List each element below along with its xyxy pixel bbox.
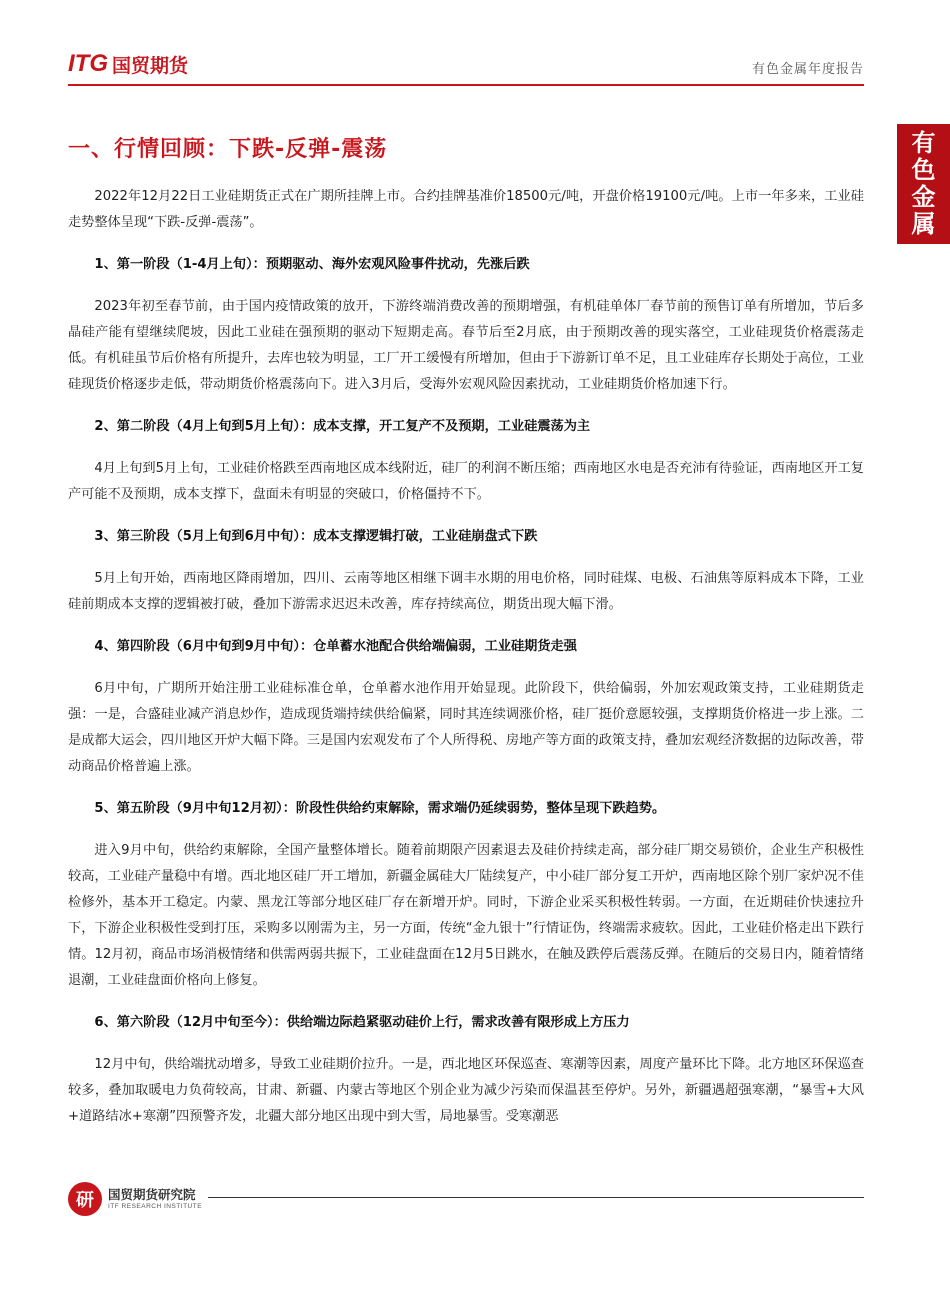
side-tab-char: 色 (911, 156, 936, 184)
stage-5-heading: 5、第五阶段（9月中旬12月初）：阶段性供给约束解除，需求端仍延续弱势，整体呈现下跌趋势。 (94, 801, 666, 816)
page-footer (68, 1182, 864, 1222)
stage-1-paragraph: 2023年初至春节前，由于国内疫情政策的放开，下游终端消费改善的预期增强，有机硅单体厂春节前的预售订单有所增加，节后多晶硅产能有望继续爬坡，因此工业硅在强预期的驱动下短期走高。春节后至2月底，由于预期改善的现实落空，工业硅现货价格震荡走低。有机硅虽节后价格有所提升，去库也较为明显，工厂开工缓慢有所增加，但由于下游新订单不足，且工业硅库存长期处于高位，工业硅现货价格逐步走低，带动期货价格震荡向下。进入3月后，受海外宏观风险因素扰动，工业硅期货价格加速下行。 (68, 299, 864, 392)
logo-itg-text: ITG (68, 50, 108, 77)
stage-5-paragraph: 进入9月中旬，供给约束解除，全国产量整体增长。随着前期限产因素退去及硅价持续走高，部分硅厂期交易锁价，企业生产积极性较高，工业硅产量稳中有增。西北地区硅厂开工增加，新疆金属硅大厂陆续复产，中小硅厂部分复工开炉，西南地区除个别厂家炉况不佳检修外，基本开工稳定。内蒙、黑龙江等部分地区硅厂存在新增开炉。同时，下游企业采买积极性转弱。一方面，在近期硅价快速拉升下，下游企业积极性受到打压，采购多以刚需为主，另一方面，传统“金九银十”行情证伪，终端需求疲软。因此，工业硅价格走出下跌行情。12月初，商品市场消极情绪和供需两弱共振下，工业硅盘面在12月5日跳水，在触及跌停后震荡反弹。在随后的交易日内，随着情绪退潮，工业硅盘面价格向上修复。 (68, 843, 864, 988)
stage-2-paragraph: 4月上旬到5月上旬，工业硅价格跌至西南地区成本线附近，硅厂的利润不断压缩；西南地区水电是否充沛有待验证，西南地区开工复产可能不及预期，成本支撑下，盘面未有明显的突破口，价格僵持不下。 (68, 461, 864, 502)
logo-company-name: 国贸期货 (112, 54, 189, 77)
page-header (68, 48, 864, 88)
section-title: 一、行情回顾：下跌-反弹-震荡 (68, 137, 388, 162)
stage-4-paragraph: 6月中旬，广期所开始注册工业硅标准仓单，仓单蓄水池作用开始显现。此阶段下，供给偏弱，外加宏观政策支持，工业硅期货走强：一是，合盛硅业减产消息炒作，造成现货端持续供给偏紧，同时其连续调涨价格，硅厂挺价意愿较强，支撑期货价格进一步上涨。二是成都大运会，四川地区开炉大幅下降。三是国内宏观发布了个人所得税、房地产等方面的政策支持，叠加宏观经济数据的边际改善，带动商品价格普遍上涨。 (68, 681, 864, 774)
side-tab-char: 有 (911, 129, 936, 157)
stage-4-heading: 4、第四阶段（6月中旬到9月中旬）：仓单蓄水池配合供给端偏弱，工业硅期货走强 (94, 639, 577, 654)
side-category-tab (897, 124, 950, 244)
research-institute-name-en: ITF RESEARCH INSTITUTE (108, 1203, 203, 1210)
side-tab-char: 属 (911, 210, 936, 238)
stage-3-heading: 3、第三阶段（5月上旬到6月中旬）：成本支撑逻辑打破，工业硅崩盘式下跌 (94, 529, 538, 544)
stage-3-paragraph: 5月上旬开始，西南地区降雨增加，四川、云南等地区相继下调丰水期的用电价格，同时硅煤、电极、石油焦等原料成本下降，工业硅前期成本支撑的逻辑被打破，叠加下游需求迟迟未改善，库存持续高位，期货出现大幅下滑。 (68, 571, 864, 612)
report-body (68, 184, 864, 1146)
stage-2-heading: 2、第二阶段（4月上旬到5月上旬）：成本支撑，开工复产不及预期，工业硅震荡为主 (94, 419, 591, 434)
report-type-label: 有色金属年度报告 (751, 62, 864, 77)
research-institute-logo: 研 (68, 1182, 102, 1216)
footer-divider (208, 1197, 864, 1198)
stage-1-heading: 1、第一阶段（1-4月上旬）：预期驱动、海外宏观风险事件扰动，先涨后跌 (94, 257, 530, 272)
research-institute-name: 国贸期货研究院 (108, 1187, 196, 1202)
side-tab-char: 金 (911, 183, 936, 211)
stage-6-paragraph: 12月中旬，供给端扰动增多，导致工业硅期价拉升。一是，西北地区环保巡查、寒潮等因素，周度产量环比下降。北方地区环保巡查较多，叠加取暖电力负荷较高，甘肃、新疆、内蒙古等地区个别企业为减少污染而保温甚至停炉。另外，新疆遇超强寒潮，“暴雪+大风+道路结冰+寒潮”四预警齐发，北疆大部分地区出现中到大雪，局地暴雪。受寒潮恶 (68, 1057, 864, 1124)
intro-paragraph: 2022年12月22日工业硅期货正式在广期所挂牌上市。合约挂牌基准价18500元/吨，开盘价格19100元/吨。上市一年多来，工业硅走势整体呈现“下跌-反弹-震荡”。 (68, 189, 864, 230)
stage-6-heading: 6、第六阶段（12月中旬至今）：供给端边际趋紧驱动硅价上行，需求改善有限形成上方压力 (94, 1015, 630, 1030)
company-logo (68, 50, 188, 78)
header-divider (68, 84, 864, 86)
